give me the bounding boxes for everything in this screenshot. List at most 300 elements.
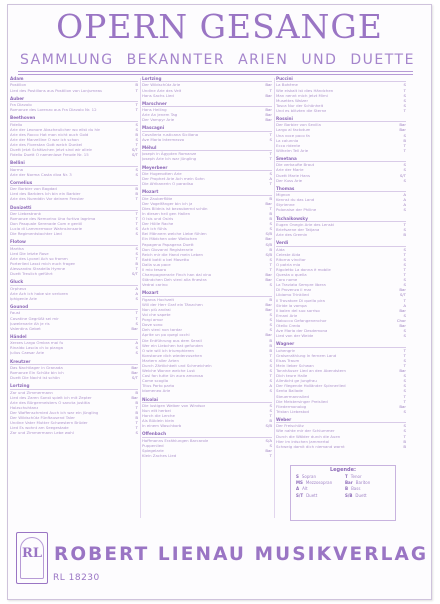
voice-code: S bbox=[135, 166, 138, 172]
voice-code: S bbox=[403, 277, 406, 283]
aria-title: Fliedermonolog bbox=[276, 403, 307, 409]
composer-section bbox=[10, 239, 138, 276]
voice-code: Bar bbox=[265, 272, 272, 278]
voice-code: S bbox=[269, 170, 272, 176]
legend-title: Legende: bbox=[329, 467, 357, 473]
voice-code: S bbox=[135, 345, 138, 351]
aria-title: Dich teure Halle bbox=[276, 373, 308, 379]
voice-code: S bbox=[403, 423, 406, 429]
aria-title: Senta Ballade bbox=[276, 388, 303, 394]
legend-code: S/T bbox=[296, 492, 304, 498]
voice-code: S bbox=[403, 82, 406, 88]
aria-title: In einem Waschkorb bbox=[142, 423, 182, 429]
voice-code: S bbox=[403, 102, 406, 108]
aria-title: Arie der Leonore Abscheulicher wo eilst du hin bbox=[10, 126, 101, 132]
aria-title: Caro nome bbox=[276, 277, 298, 283]
aria-entry bbox=[142, 93, 272, 98]
voice-code: Bar bbox=[131, 364, 138, 370]
aria-title: Welche Wonne welche Lust bbox=[142, 368, 195, 374]
voice-code: T bbox=[403, 221, 406, 227]
aria-title: Ave Maria der Desdemona bbox=[276, 328, 328, 334]
voice-code: B bbox=[135, 191, 138, 197]
voice-code: B bbox=[135, 261, 138, 267]
aria-title: Dalla sua pace bbox=[142, 261, 171, 267]
voice-code: T bbox=[269, 156, 272, 162]
voice-code: A bbox=[135, 340, 138, 346]
aria-title: Martern aller Arten bbox=[142, 357, 179, 363]
voice-code: S/B bbox=[265, 241, 272, 247]
voice-code: S bbox=[135, 430, 138, 436]
aria-title: Duett Jetzt Schätzchen jetzt sind wir allein bbox=[10, 147, 93, 153]
aria-title: Ach ich fühls bbox=[142, 226, 167, 232]
aria-title: Hier im irdschen Jammertal bbox=[276, 438, 330, 444]
voice-code: T bbox=[135, 315, 138, 321]
composer-name: Thomas bbox=[276, 186, 406, 192]
aria-title: Stride la vampa bbox=[276, 302, 307, 308]
aria-title: Ein Mädchen oder Weibchen bbox=[142, 236, 198, 242]
composer-section bbox=[10, 96, 138, 113]
aria-entry bbox=[10, 152, 138, 157]
aria-title: Lohengrin bbox=[276, 347, 296, 353]
aria-entry bbox=[142, 117, 272, 122]
voice-code: T bbox=[269, 205, 272, 211]
voice-code: S bbox=[269, 312, 272, 318]
aria-title: Hans Heiling bbox=[142, 107, 167, 113]
voice-code: S bbox=[403, 207, 406, 213]
aria-title: Lied des Postillons aus Postillon von Lonjumeau bbox=[10, 87, 103, 93]
aria-entry bbox=[10, 375, 138, 380]
composer-section bbox=[276, 186, 406, 213]
voice-code: Bar bbox=[399, 368, 406, 374]
aria-title: La Traviata Sempre libera bbox=[276, 282, 326, 288]
composer-section bbox=[276, 240, 406, 338]
aria-title: Die Regimentstochter Lied bbox=[10, 231, 62, 237]
aria-title: Tannhäuser Lied an den Abendstern bbox=[276, 368, 347, 374]
voice-code: B bbox=[269, 210, 272, 216]
voice-code: Bar bbox=[131, 370, 138, 376]
composer-name: Bellini bbox=[10, 160, 138, 166]
aria-title: Juwelenarie Ah je ris bbox=[10, 320, 50, 326]
aria-title: Der Barbier von Sevilla bbox=[276, 122, 321, 128]
aria-title: Di Provenza il mar bbox=[276, 287, 312, 293]
aria-title: Wilhelm Tell Arie bbox=[276, 147, 309, 153]
aria-title: Martha bbox=[10, 245, 24, 251]
aria-title: Xerxes Largo Ombra mai fu bbox=[10, 340, 64, 346]
voice-code: T bbox=[269, 352, 272, 358]
aria-title: Bei Männern welche Liebe fühlen bbox=[142, 231, 207, 237]
voice-code: T bbox=[135, 404, 138, 410]
voice-code: S bbox=[135, 245, 138, 251]
aria-title: Kennst du das Land bbox=[276, 197, 315, 203]
aria-title: Der Freischütz bbox=[276, 423, 304, 429]
aria-title: Porgi amor bbox=[142, 317, 164, 323]
voice-code: S bbox=[135, 250, 138, 256]
voice-code: S/B bbox=[265, 423, 272, 429]
aria-title: Der Wildschütz Fünftausend Taler bbox=[10, 415, 75, 421]
aria-title: Don Pasquale Serenade Com e gentil bbox=[10, 221, 83, 227]
aria-title: Lied des Barbiers Ich bin ein Barbier bbox=[10, 191, 81, 197]
contents-column-3 bbox=[276, 76, 406, 520]
legend-label: Bariton bbox=[355, 480, 371, 486]
aria-title: Arie der Marzelline O war ich schon bbox=[10, 136, 79, 142]
aria-title: Will der Herr Graf ein Tänzchen bbox=[142, 301, 203, 307]
aria-title: Arie des Florestan Gott welch Dunkel bbox=[10, 141, 83, 147]
aria-title: Eugen Onegin Arie des Lenski bbox=[276, 221, 335, 227]
aria-title: Valentins Gebet bbox=[10, 325, 41, 331]
aria-entry bbox=[276, 232, 406, 237]
aria-title: Joseph in Ägypten Romanze bbox=[142, 151, 197, 157]
voice-code: S bbox=[403, 312, 406, 318]
aria-entry bbox=[10, 107, 138, 112]
composer-name: Gluck bbox=[10, 279, 138, 285]
composer-name: Mascagni bbox=[142, 125, 272, 131]
aria-title: Porterlied Lasst mich euch fragen bbox=[10, 261, 76, 267]
aria-title: Duett Marie Hans bbox=[276, 172, 310, 178]
legend-label: Sopran bbox=[301, 474, 317, 479]
aria-title: Die Zauberflöte bbox=[142, 195, 173, 201]
aria-title: Joseph Arie Ich war Jüngling bbox=[142, 156, 197, 162]
voice-code: T bbox=[403, 362, 406, 368]
voice-code: B bbox=[403, 137, 406, 143]
aria-title: Zar und Zimmermann Lebe wohl bbox=[10, 430, 74, 436]
aria-title: Fidelio bbox=[10, 121, 23, 127]
aria-title: Konstanze dich wiederzusehen bbox=[142, 352, 203, 358]
voice-code: S bbox=[403, 373, 406, 379]
aria-title: Mignon bbox=[276, 192, 291, 198]
aria-title: Romanze Ein Schütz bin ich bbox=[10, 370, 64, 376]
aria-entry bbox=[142, 423, 272, 428]
voice-code: Bar bbox=[265, 332, 272, 338]
voice-code: S/T bbox=[131, 147, 138, 153]
aria-title: Puppenlied bbox=[142, 442, 164, 448]
aria-title: Arie der Marie bbox=[276, 167, 304, 173]
aria-title: O wie will ich triumphieren bbox=[142, 347, 195, 353]
aria-title: Vedrai carino bbox=[142, 282, 168, 288]
aria-title: Der Vogelfänger bin ich ja bbox=[142, 200, 193, 206]
aria-title: Tosca Nur der Schönheit bbox=[276, 102, 324, 108]
subtitle-word: UND bbox=[301, 52, 338, 68]
aria-title: Deh vieni non tardar bbox=[142, 327, 183, 333]
aria-title: Largo al factotum bbox=[276, 127, 311, 133]
voice-code: Bar bbox=[399, 307, 406, 313]
logo-mark-icon: RL bbox=[22, 546, 42, 561]
aria-title: Styrienne bbox=[276, 202, 295, 208]
aria-title: Die lustigen Weiber von Windsor bbox=[142, 402, 206, 408]
legend-code: Bar bbox=[345, 480, 353, 486]
voice-code: S/B bbox=[265, 231, 272, 237]
voice-code: Bar bbox=[265, 306, 272, 312]
voice-code: S bbox=[403, 261, 406, 267]
aria-title: Duett Die Nacht ist schön bbox=[10, 375, 60, 381]
aria-title: Reich mir die Hand mein Leben bbox=[142, 251, 204, 257]
aria-title: Romanze des Nemorino Una furtiva lagrima bbox=[10, 216, 96, 222]
aria-title: Lied von der Weide bbox=[276, 333, 314, 339]
cover-subtitle bbox=[20, 52, 415, 68]
aria-title: Dies Bildnis ist bezaubernd schön bbox=[142, 205, 208, 211]
voice-code: S bbox=[269, 378, 272, 384]
aria-title: Der Wildschütz Arie bbox=[142, 82, 181, 88]
voice-code: Bar bbox=[399, 122, 406, 128]
aria-entry bbox=[142, 181, 272, 186]
voice-code: B bbox=[403, 438, 406, 444]
legend-label: Mezzosopran bbox=[305, 480, 333, 486]
voice-code: S bbox=[403, 282, 406, 288]
voice-code: T bbox=[135, 87, 138, 93]
aria-title: Musettes Walzer bbox=[276, 97, 309, 103]
composer-name: Kreutzer bbox=[10, 359, 138, 365]
voice-code: B bbox=[135, 389, 138, 395]
voice-code: B bbox=[269, 246, 272, 252]
voice-code: T bbox=[135, 420, 138, 426]
aria-title: Ecco ridente bbox=[276, 142, 301, 148]
aria-entry bbox=[10, 88, 138, 93]
voice-code: S bbox=[269, 327, 272, 333]
voice-code: S bbox=[269, 221, 272, 227]
voice-code: S/T bbox=[131, 375, 138, 381]
aria-title: Alessandro Stradella Hymne bbox=[10, 266, 66, 272]
composer-section bbox=[142, 76, 272, 98]
voice-code: B bbox=[269, 418, 272, 424]
voice-code: S bbox=[269, 357, 272, 363]
voice-code: Bar bbox=[399, 287, 406, 293]
voice-code: B bbox=[135, 82, 138, 88]
aria-title: Celeste Aida bbox=[276, 251, 301, 257]
voice-code: T bbox=[269, 151, 272, 157]
composer-section bbox=[276, 417, 406, 449]
composer-section bbox=[276, 341, 406, 414]
aria-title: Der Liebestrank bbox=[10, 210, 41, 216]
composer-name: Lortzing bbox=[10, 383, 138, 389]
composer-name: Marschner bbox=[142, 101, 272, 107]
aria-title: Idomeneo Arie bbox=[142, 388, 171, 394]
composer-name: Meyerbeer bbox=[142, 165, 272, 171]
aria-entry bbox=[10, 430, 138, 435]
subtitle-word: DUETTE bbox=[350, 52, 415, 68]
aria-title: Iphigenie Arie bbox=[10, 295, 37, 301]
voice-code: S bbox=[403, 167, 406, 173]
voice-code: T bbox=[403, 147, 406, 153]
aria-title: Der Prophet Arie Ach mein Sohn bbox=[142, 176, 205, 182]
voice-code: A bbox=[135, 290, 138, 296]
aria-title: Lied Die letzte Rose bbox=[10, 250, 49, 256]
voice-code: Bar bbox=[265, 200, 272, 206]
voice-code: A bbox=[135, 285, 138, 291]
composer-section bbox=[142, 101, 272, 123]
voice-code: B bbox=[135, 410, 138, 415]
aria-title: Ständchen Deh vieni alla finestra bbox=[142, 277, 207, 283]
aria-title: Julius Caesar Arie bbox=[10, 350, 44, 356]
voice-code: T bbox=[403, 433, 406, 439]
aria-title: Non più andrai bbox=[142, 306, 171, 312]
aria-title: Romanze des Lorenzo aus Fra Diavolo Nr. 12 bbox=[10, 107, 97, 113]
aria-title: Tristan Liebestod bbox=[276, 408, 310, 414]
composer-section bbox=[10, 334, 138, 356]
aria-entry bbox=[276, 444, 406, 449]
aria-title: Horch die Lerche bbox=[142, 413, 175, 419]
voice-code: T bbox=[135, 221, 138, 227]
voice-code: S bbox=[135, 350, 138, 356]
contents-column-2 bbox=[142, 76, 272, 520]
aria-entry bbox=[10, 296, 138, 301]
voice-code: S bbox=[403, 428, 406, 434]
voice-code: Bar bbox=[399, 323, 406, 328]
voice-code: A bbox=[403, 192, 406, 198]
voice-code: Bar bbox=[265, 448, 272, 453]
voice-code: S bbox=[135, 231, 138, 237]
voice-code: Bar bbox=[265, 117, 272, 123]
voice-code: S bbox=[403, 92, 406, 98]
aria-title: Nabucco Gefangenenchor bbox=[276, 317, 327, 323]
aria-title: Der Kuss Arie bbox=[276, 177, 303, 183]
aria-title: Der Hölle Rache bbox=[142, 221, 174, 227]
aria-title: Undine Vater Mutter Schwestern Brüder bbox=[10, 420, 88, 426]
aria-entry bbox=[10, 172, 138, 177]
voice-code: T bbox=[269, 261, 272, 267]
aria-title: Die Afrikanerin O paradiso bbox=[142, 181, 194, 187]
composer-name: Cornelius bbox=[10, 180, 138, 186]
voice-code: T bbox=[135, 196, 138, 202]
voice-code: T bbox=[269, 181, 272, 187]
aria-title: Lied Es wohnt am Seegestade bbox=[10, 425, 69, 431]
aria-entry bbox=[276, 409, 406, 414]
voice-code: Chor bbox=[396, 317, 406, 323]
voice-code: T bbox=[403, 87, 406, 93]
aria-title: Come scoglio bbox=[142, 378, 169, 384]
voice-code: B bbox=[135, 186, 138, 192]
composer-name: Tschaikowsky bbox=[276, 216, 406, 222]
aria-title: Hoffmanns Erzählungen Barcarole bbox=[142, 437, 209, 443]
voice-code: T bbox=[403, 142, 406, 148]
voice-code: S/T bbox=[131, 271, 138, 277]
voice-code: T bbox=[403, 297, 406, 303]
divider bbox=[18, 74, 413, 75]
aria-title: Polonaise der Philine bbox=[276, 207, 317, 213]
voice-code: S bbox=[403, 97, 406, 103]
aria-title: Durch Zärtlichkeit und Schmeicheln bbox=[142, 362, 212, 368]
composer-name: Mozart bbox=[142, 189, 272, 195]
voice-code: S bbox=[135, 226, 138, 232]
voice-code: S bbox=[403, 328, 406, 334]
aria-entry bbox=[10, 350, 138, 355]
aria-entry bbox=[142, 388, 272, 393]
aria-title: Otello Credo bbox=[276, 323, 301, 328]
aria-title: Champagnerarie Finch han dal vino bbox=[142, 272, 212, 278]
voice-code: T bbox=[135, 210, 138, 216]
aria-title: Fidelio Duett O namenlose Freude Nr. 15 bbox=[10, 152, 89, 158]
aria-title: Arie des Gremin bbox=[276, 232, 308, 238]
voice-code: S/T bbox=[399, 172, 406, 178]
voice-code: T bbox=[403, 398, 406, 404]
voice-code: Bar bbox=[265, 277, 272, 283]
voice-code: T bbox=[403, 393, 406, 399]
aria-title: Arie des Rocco Hat man nicht auch Gold bbox=[10, 131, 89, 137]
voice-code: T bbox=[135, 141, 138, 147]
aria-title: Duett Treulich geführt bbox=[10, 271, 53, 277]
composer-section bbox=[10, 383, 138, 435]
composer-name: Rossini bbox=[276, 116, 406, 122]
aria-title: Hans Sachs Lied bbox=[142, 92, 174, 98]
voice-code: S bbox=[269, 362, 272, 368]
aria-entry bbox=[10, 271, 138, 276]
aria-title: Il balen del suo sorriso bbox=[276, 307, 320, 313]
aria-title: Der Vampyr Arie bbox=[142, 117, 175, 123]
aria-title: La calunnia bbox=[276, 137, 299, 143]
composer-name: Donizetti bbox=[10, 205, 138, 211]
voice-code: S bbox=[269, 442, 272, 448]
aria-title: Holzschuhtanz bbox=[10, 404, 39, 410]
voice-code: T bbox=[135, 266, 138, 272]
voice-code: A bbox=[403, 197, 406, 203]
aria-title: Fra Diavolo bbox=[10, 102, 32, 107]
aria-title: Aprite un po quegl occhi bbox=[142, 332, 190, 338]
voice-code: Bar bbox=[399, 403, 406, 409]
aria-title: Arie Ach ich habe sie verloren bbox=[10, 290, 69, 296]
aria-title: Arie An jenem Tag bbox=[142, 112, 178, 118]
voice-code: S bbox=[135, 121, 138, 127]
voice-code: Bar bbox=[399, 127, 406, 133]
composer-name: Lortzing bbox=[142, 76, 272, 82]
voice-code: A bbox=[403, 202, 406, 208]
voice-code: Bar bbox=[131, 394, 138, 400]
aria-title: Der fliegende Holländer Spinnerlied bbox=[276, 383, 346, 389]
voice-code: T bbox=[269, 266, 272, 272]
voice-code: T bbox=[269, 373, 272, 379]
composer-section bbox=[142, 290, 272, 393]
voice-code: S bbox=[269, 402, 272, 408]
aria-title: Una voce poco fa bbox=[276, 132, 310, 138]
aria-title: Und es blitzten die Sterne bbox=[276, 107, 327, 113]
aria-title: La Bohème bbox=[276, 82, 298, 88]
aria-title: O Isis und Osiris bbox=[142, 216, 174, 222]
voice-code: T bbox=[403, 107, 406, 113]
composer-section bbox=[276, 216, 406, 238]
voice-code: S bbox=[269, 136, 272, 142]
aria-title: Orpheus bbox=[10, 285, 27, 291]
aria-entry bbox=[142, 156, 272, 161]
aria-title: Undine Arie des Veit bbox=[142, 87, 182, 93]
voice-code: S bbox=[403, 162, 406, 168]
aria-title: Klein Zaches Lied bbox=[142, 453, 177, 459]
voice-code: B bbox=[403, 443, 406, 449]
composer-name: Nicolai bbox=[142, 397, 272, 403]
aria-title: Die Hugenotten Arie bbox=[142, 170, 182, 176]
cover-title: OPERN GESANGE bbox=[56, 7, 383, 46]
aria-title: Questa o quella bbox=[276, 272, 307, 278]
voice-code: T bbox=[403, 347, 406, 353]
voice-code: T bbox=[135, 310, 138, 316]
voice-code: S/A bbox=[265, 437, 272, 443]
voice-code: T bbox=[403, 352, 406, 358]
voice-code: B bbox=[403, 232, 406, 238]
voice-code: S bbox=[403, 388, 406, 394]
composer-section bbox=[10, 115, 138, 157]
aria-entry bbox=[276, 207, 406, 212]
aria-title: Die Entführung aus dem Serail bbox=[142, 337, 202, 343]
aria-title: Lucia di Lammermoor Wahnsinnsarie bbox=[10, 226, 83, 232]
publisher-name: ROBERT LIENAU MUSIKVERLAG bbox=[54, 544, 429, 565]
voice-code: Bar bbox=[265, 301, 272, 307]
voice-code: S bbox=[403, 357, 406, 363]
aria-entry bbox=[276, 178, 406, 183]
composer-section bbox=[276, 116, 406, 153]
voice-code: B bbox=[269, 337, 272, 343]
voice-code: S bbox=[269, 317, 272, 323]
legend-code: B bbox=[345, 486, 349, 492]
voice-code: S/T bbox=[131, 152, 138, 158]
voice-code: S bbox=[269, 226, 272, 232]
aria-title: Die verkaufte Braut bbox=[276, 162, 315, 168]
aria-title: Libiamo Trinklied bbox=[276, 292, 309, 298]
